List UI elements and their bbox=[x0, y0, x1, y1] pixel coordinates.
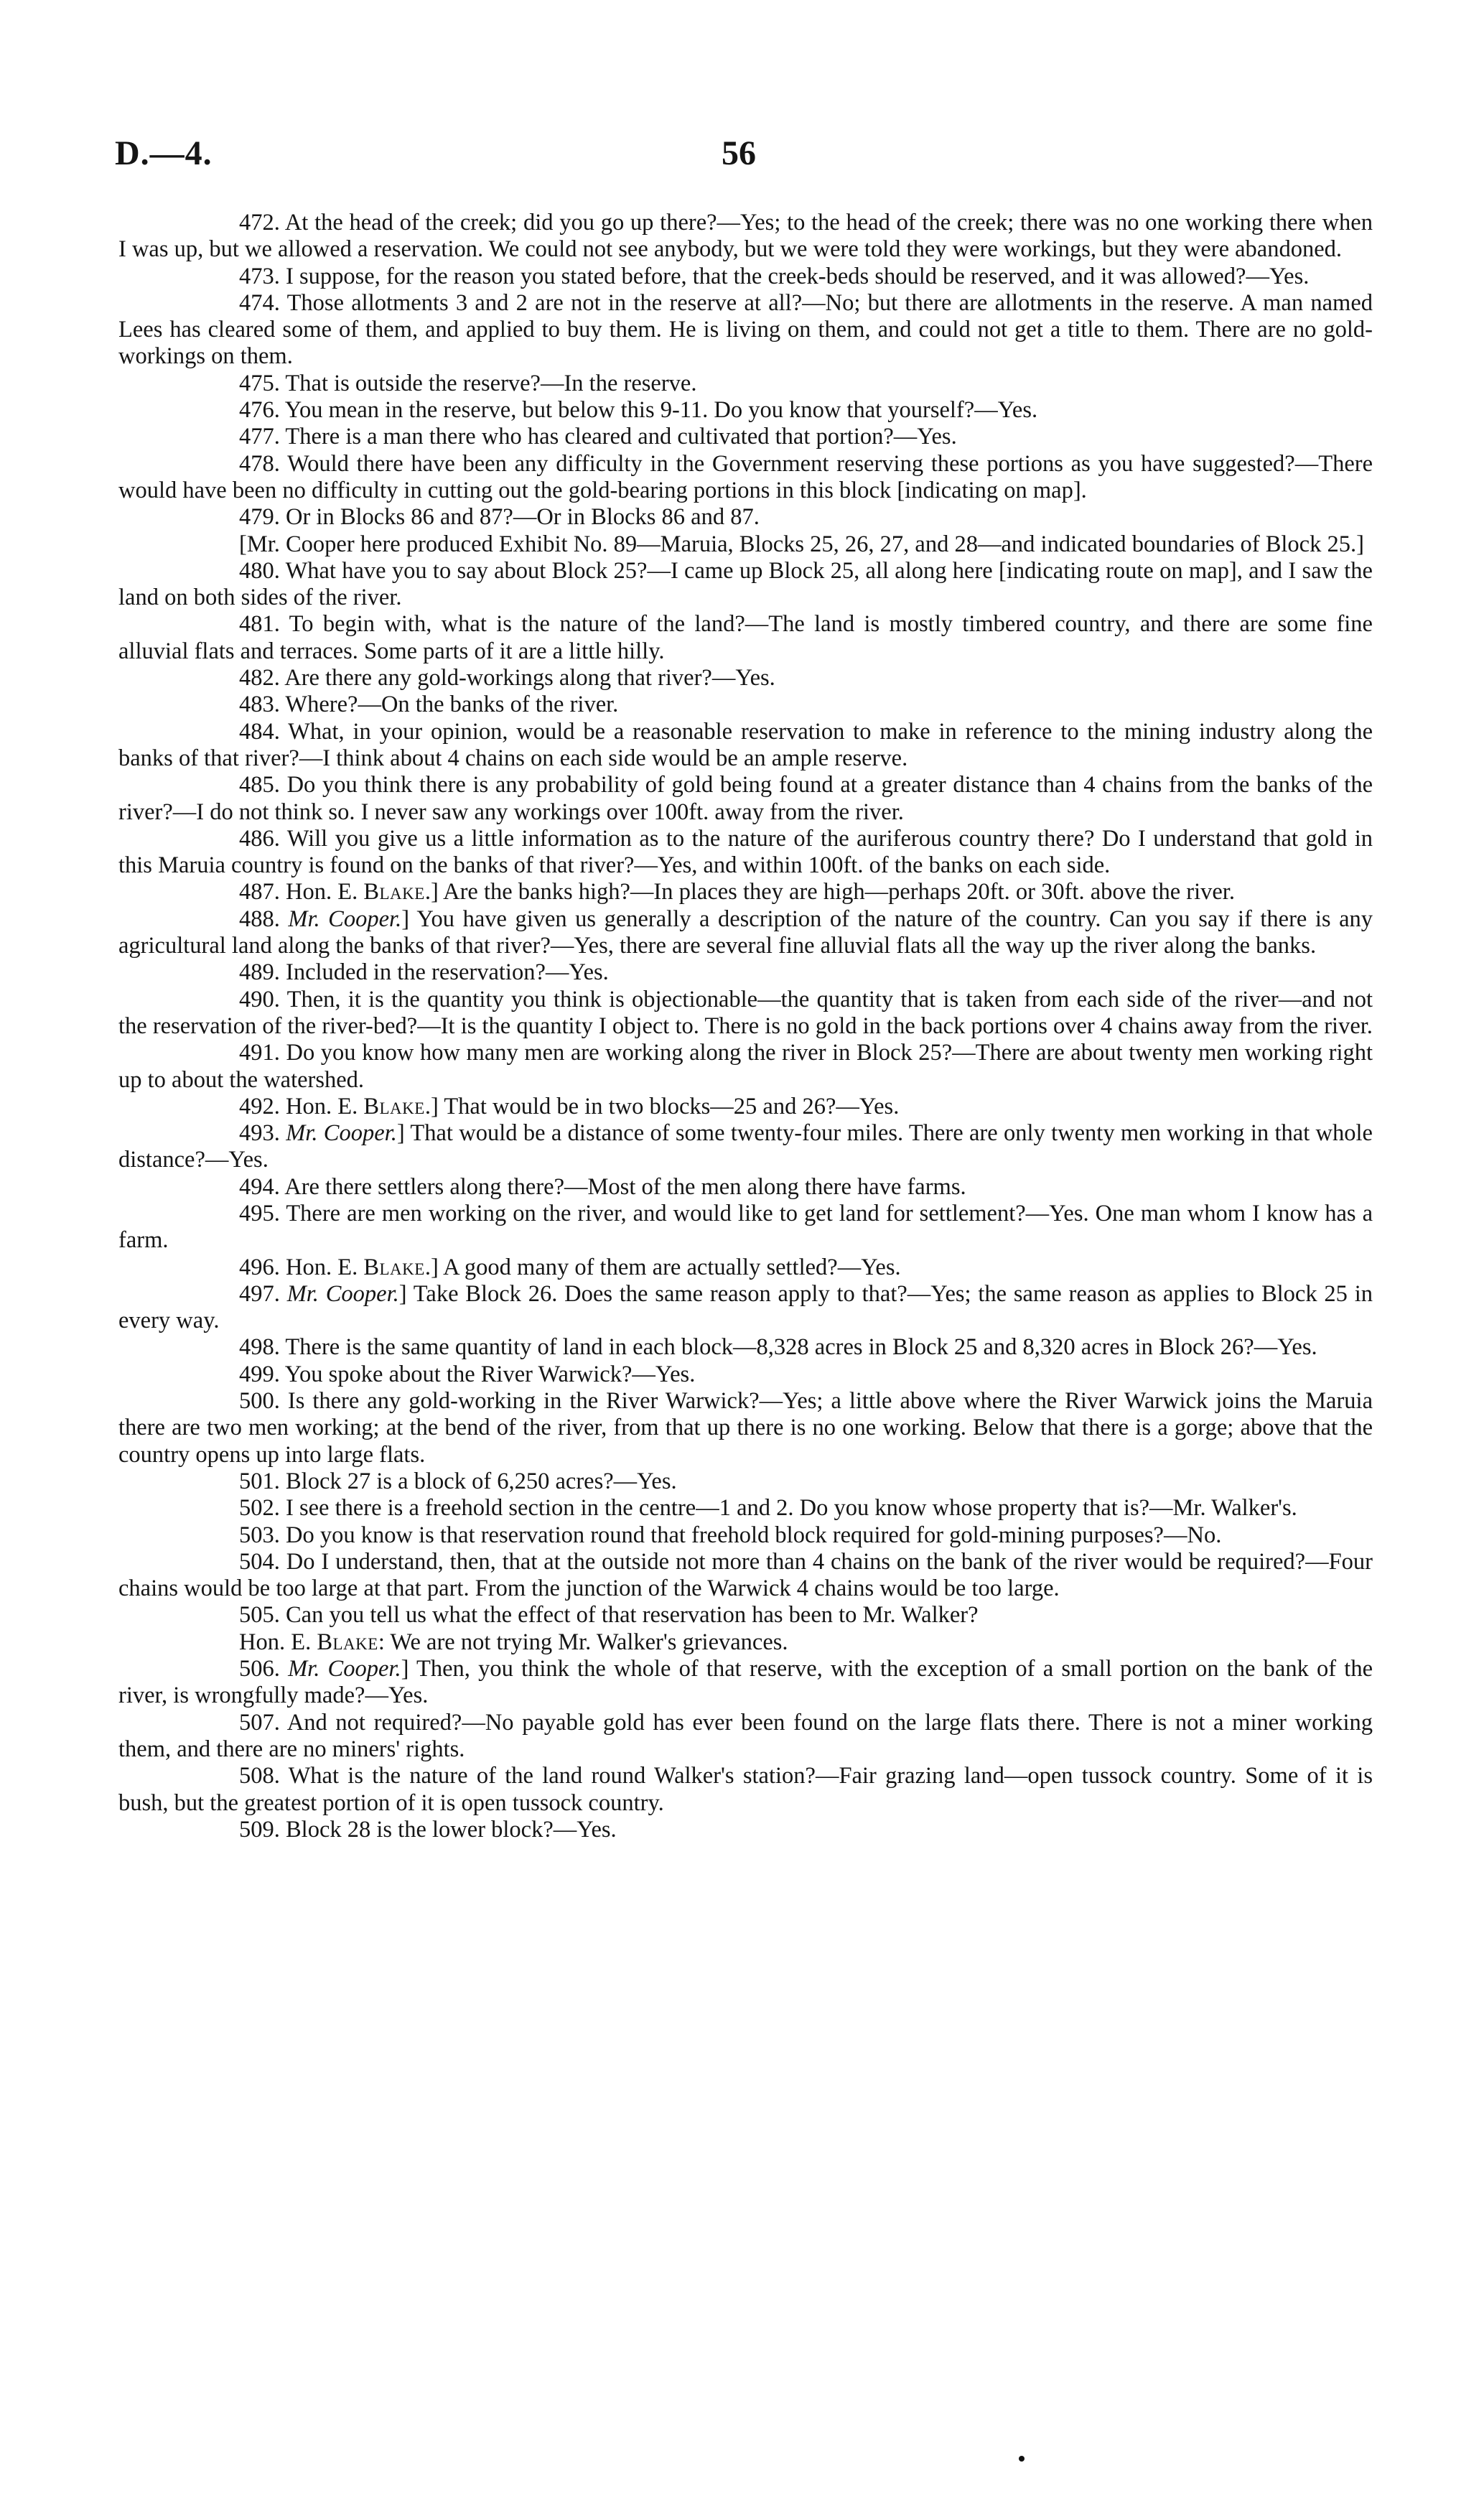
paragraph-text: You spoke about the River Warwick?—Yes. bbox=[284, 1361, 696, 1387]
paragraph-text: ] You have given us generally a description of the nature of the country. Can you say if there is any agricultural land along the banks of that river?—Yes, there are several fine alluvial flats all the way up the river along the banks. bbox=[118, 905, 1373, 959]
testimony-paragraph bbox=[118, 1602, 1373, 1629]
testimony-paragraph bbox=[118, 424, 1373, 450]
paragraph-text: Hon. E. bbox=[239, 1629, 317, 1655]
paragraph-text: I see there is a freehold section in the centre—1 and 2. Do you know whose property that is?—Mr. Walker's. bbox=[286, 1495, 1297, 1522]
testimony-paragraph bbox=[118, 1656, 1373, 1710]
question-number: 478. bbox=[239, 450, 280, 477]
question-number: 502. bbox=[239, 1495, 280, 1522]
paragraph-text: There are men working on the river, and would like to get land for settlement?—Yes. One man whom I know has a farm. bbox=[118, 1200, 1373, 1254]
question-number: 507. bbox=[239, 1709, 280, 1736]
testimony-paragraph bbox=[118, 1763, 1373, 1817]
testimony-paragraph bbox=[118, 719, 1373, 773]
testimony-paragraph bbox=[118, 1334, 1373, 1361]
testimony-paragraph bbox=[118, 290, 1373, 371]
testimony-paragraph bbox=[118, 1174, 1373, 1201]
speaker-surname: Blake bbox=[363, 1254, 425, 1280]
speaker-name: Mr. Cooper. bbox=[288, 905, 402, 932]
question-number: 495. bbox=[239, 1200, 280, 1226]
question-number: 492. bbox=[239, 1093, 280, 1119]
question-number: 490. bbox=[239, 986, 280, 1012]
testimony-paragraph bbox=[118, 1361, 1373, 1388]
paragraph-text: What have you to say about Block 25?—I came up Block 25, all along here [indicating route on map], and I saw the land on both sides of the river. bbox=[118, 557, 1373, 611]
paragraph-text: Do I understand, then, that at the outside not more than 4 chains on the bank of the river would be required?—Four chains would be too large at that part. From the junction of the Warwick 4 chains would be too large. bbox=[118, 1548, 1373, 1602]
paragraph-text: .] Are the banks high?—In places they are high—perhaps 20ft. or 30ft. above the river. bbox=[424, 879, 1235, 905]
question-number: 473. bbox=[239, 263, 280, 289]
question-number: 509. bbox=[239, 1816, 280, 1843]
paragraph-text: ] That would be a distance of some twenty-four miles. There are only twenty men working in that whole distance?—Yes. bbox=[118, 1120, 1373, 1173]
paragraph-text: Can you tell us what the effect of that reservation has been to Mr. Walker? bbox=[286, 1602, 979, 1629]
paragraph-text: Is there any gold-working in the River Warwick?—Yes; a little above where the River Warwick joins the Maruia there are two men working; at the bend of the river, from that up there is no one working. Below that there is a gorge; above that the country opens up into large flats. bbox=[118, 1388, 1373, 1468]
testimony-paragraph bbox=[118, 692, 1373, 718]
question-number: 504. bbox=[239, 1548, 280, 1575]
paragraph-text: To begin with, what is the nature of the land?—The land is mostly timbered country, and there are some fine alluvial flats and terraces. Some parts of it are a little hilly. bbox=[118, 611, 1373, 664]
testimony-paragraph bbox=[118, 1495, 1373, 1522]
paragraph-text: Or in Blocks 86 and 87?—Or in Blocks 86 and 87. bbox=[286, 504, 760, 531]
testimony-paragraph bbox=[118, 1549, 1373, 1603]
question-number: 494. bbox=[239, 1173, 280, 1200]
testimony-paragraph bbox=[118, 1388, 1373, 1468]
question-number: 506. bbox=[239, 1656, 280, 1682]
paragraph-text: What is the nature of the land round Walker's station?—Fair grazing land—open tussock country. Some of it is bush, but the greatest portion of it is open tussock country. bbox=[118, 1763, 1373, 1816]
printer-speck bbox=[1019, 2456, 1025, 2462]
question-number: 484. bbox=[239, 718, 280, 745]
testimony-paragraph bbox=[118, 1522, 1373, 1549]
paragraph-text: Would there have been any difficulty in the Government reserving these portions as you have suggested?—There would have been no difficulty in cutting out the gold-bearing portions in this block [indicating on map]. bbox=[118, 450, 1373, 503]
paragraph-text: .] That would be in two blocks—25 and 26?—Yes. bbox=[424, 1093, 900, 1119]
paragraph-text: There is a man there who has cleared and cultivated that portion?—Yes. bbox=[285, 424, 957, 450]
question-number: 477. bbox=[239, 424, 280, 450]
paragraph-text: Where?—On the banks of the river. bbox=[285, 692, 619, 718]
paragraph-text: You mean in the reserve, but below this 9-11. Do you know that yourself?—Yes. bbox=[284, 397, 1038, 424]
question-number: 475. bbox=[239, 370, 280, 396]
question-number: 491. bbox=[239, 1040, 280, 1066]
paragraph-text: Hon. E. bbox=[286, 1093, 364, 1119]
paragraph-text: And not required?—No payable gold has ever been found on the large flats there. There is not a miner working them, and there are no miners' rights. bbox=[118, 1709, 1373, 1762]
testimony-paragraph bbox=[118, 1468, 1373, 1495]
paragraph-text: Then, it is the quantity you think is objectionable—the quantity that is taken from each side of the river—and not the reservation of the river-bed?—It is the quantity I object to. There is no gold in the back portions over 4 chains away from the river. bbox=[118, 986, 1373, 1039]
testimony-paragraph bbox=[118, 1710, 1373, 1764]
paragraph-text: Block 27 is a block of 6,250 acres?—Yes. bbox=[286, 1468, 677, 1494]
testimony-paragraph bbox=[118, 1281, 1373, 1335]
question-number: 500. bbox=[239, 1388, 280, 1415]
speaker-name: Mr. Cooper. bbox=[286, 1280, 399, 1307]
testimony-paragraph bbox=[118, 1120, 1373, 1174]
testimony-paragraph bbox=[118, 210, 1373, 264]
question-number: 493. bbox=[239, 1120, 280, 1147]
testimony-paragraph bbox=[118, 987, 1373, 1040]
speaker-name: Mr. Cooper. bbox=[288, 1656, 401, 1682]
testimony-paragraph bbox=[118, 531, 1373, 558]
question-number: 488. bbox=[239, 905, 280, 932]
speaker-name: Mr. Cooper. bbox=[286, 1120, 397, 1147]
question-number: 489. bbox=[239, 959, 280, 986]
question-number: 476. bbox=[239, 397, 280, 424]
question-number: 472. bbox=[239, 210, 280, 236]
testimony-paragraph bbox=[118, 504, 1373, 531]
testimony-paragraph bbox=[118, 959, 1373, 986]
question-number: 485. bbox=[239, 772, 280, 798]
paragraph-text: : We are not trying Mr. Walker's grievances. bbox=[378, 1629, 788, 1655]
paragraph-text: There is the same quantity of land in each block—8,328 acres in Block 25 and 8,320 acres in Block 26?—Yes. bbox=[285, 1334, 1317, 1361]
speaker-surname: Blake bbox=[363, 879, 425, 905]
paragraph-text: ] Then, you think the whole of that reserve, with the exception of a small portion on the bank of the river, is wrongfully made?—Yes. bbox=[118, 1656, 1373, 1709]
question-number: 498. bbox=[239, 1334, 280, 1361]
question-number: 496. bbox=[239, 1254, 280, 1280]
speaker-surname: Blake bbox=[363, 1093, 425, 1119]
question-number: 474. bbox=[239, 289, 280, 316]
testimony-paragraph bbox=[118, 1040, 1373, 1094]
paragraph-text: Included in the reservation?—Yes. bbox=[286, 959, 609, 986]
testimony-paragraph bbox=[118, 1629, 1373, 1656]
paragraph-text: Block 28 is the lower block?—Yes. bbox=[286, 1816, 617, 1843]
paragraph-text: Hon. E. bbox=[286, 879, 364, 905]
paragraph-text: .] A good many of them are actually settled?—Yes. bbox=[424, 1254, 901, 1280]
testimony-paragraph bbox=[118, 1094, 1373, 1120]
testimony-paragraph bbox=[118, 906, 1373, 960]
testimony-paragraph bbox=[118, 1201, 1373, 1254]
paragraph-text: Do you think there is any probability of gold being found at a greater distance than 4 chains from the banks of the river?—I do not think so. I never saw any workings over 100ft. away from the river. bbox=[118, 772, 1373, 825]
question-number: 497. bbox=[239, 1280, 280, 1307]
paragraph-text: Are there settlers along there?—Most of the men along there have farms. bbox=[284, 1173, 966, 1200]
paragraph-text: ] Take Block 26. Does the same reason apply to that?—Yes; the same reason as applies to Block 25 in every way. bbox=[118, 1280, 1373, 1334]
question-number: 481. bbox=[239, 611, 280, 638]
question-number: 508. bbox=[239, 1763, 280, 1789]
testimony-paragraph bbox=[118, 826, 1373, 880]
testimony-paragraph bbox=[118, 371, 1373, 397]
document-reference: D.—4. bbox=[115, 134, 213, 172]
testimony-body bbox=[118, 210, 1373, 1843]
question-number: 505. bbox=[239, 1602, 280, 1629]
paragraph-text: Those allotments 3 and 2 are not in the reserve at all?—No; but there are allotments in the reserve. A man named Lees has cleared some of them, and applied to buy them. He is living on them, and could not get a title to them. There are no gold-workings on them. bbox=[118, 289, 1373, 370]
paragraph-text: At the head of the creek; did you go up there?—Yes; to the head of the creek; there was no one working there when I was up, but we allowed a reservation. We could not see anybody, but we were told they were workings, but they were abandoned. bbox=[118, 210, 1373, 263]
testimony-paragraph bbox=[118, 397, 1373, 424]
testimony-paragraph bbox=[118, 1817, 1373, 1843]
question-number: 486. bbox=[239, 825, 280, 852]
paragraph-text: [Mr. Cooper here produced Exhibit No. 89—Maruia, Blocks 25, 26, 27, and 28—and indicated boundaries of Block 25.] bbox=[239, 531, 1364, 557]
testimony-paragraph bbox=[118, 264, 1373, 290]
paragraph-text: Will you give us a little information as to the nature of the auriferous country there? Do I understand that gold in this Maruia country is found on the banks of that river?—Yes, and within 100ft. of the banks on each side. bbox=[118, 825, 1373, 879]
paragraph-text: Do you know is that reservation round that freehold block required for gold-mining purposes?—No. bbox=[286, 1522, 1222, 1548]
question-number: 487. bbox=[239, 879, 280, 905]
testimony-paragraph bbox=[118, 879, 1373, 905]
speaker-surname: Blake bbox=[317, 1629, 378, 1655]
question-number: 503. bbox=[239, 1522, 280, 1548]
testimony-paragraph bbox=[118, 772, 1373, 826]
question-number: 483. bbox=[239, 692, 280, 718]
testimony-paragraph bbox=[118, 1254, 1373, 1281]
question-number: 482. bbox=[239, 665, 280, 692]
page-number: 56 bbox=[722, 134, 756, 172]
testimony-paragraph bbox=[118, 558, 1373, 612]
testimony-paragraph bbox=[118, 665, 1373, 692]
question-number: 501. bbox=[239, 1468, 280, 1494]
paragraph-text: Are there any gold-workings along that river?—Yes. bbox=[284, 665, 775, 692]
question-number: 499. bbox=[239, 1361, 280, 1387]
paragraph-text: What, in your opinion, would be a reasonable reservation to make in reference to the mining industry along the banks of that river?—I think about 4 chains on each side would be an ample reserve. bbox=[118, 718, 1373, 771]
question-number: 479. bbox=[239, 504, 280, 531]
paragraph-text: I suppose, for the reason you stated before, that the creek-beds should be reserved, and it was allowed?—Yes. bbox=[286, 263, 1310, 289]
testimony-paragraph bbox=[118, 451, 1373, 505]
question-number: 480. bbox=[239, 557, 280, 584]
paragraph-text: Do you know how many men are working along the river in Block 25?—There are about twenty men working right up to about the watershed. bbox=[118, 1040, 1373, 1093]
paragraph-text: That is outside the reserve?—In the reserve. bbox=[285, 370, 697, 396]
paragraph-text: Hon. E. bbox=[286, 1254, 364, 1280]
testimony-paragraph bbox=[118, 611, 1373, 665]
